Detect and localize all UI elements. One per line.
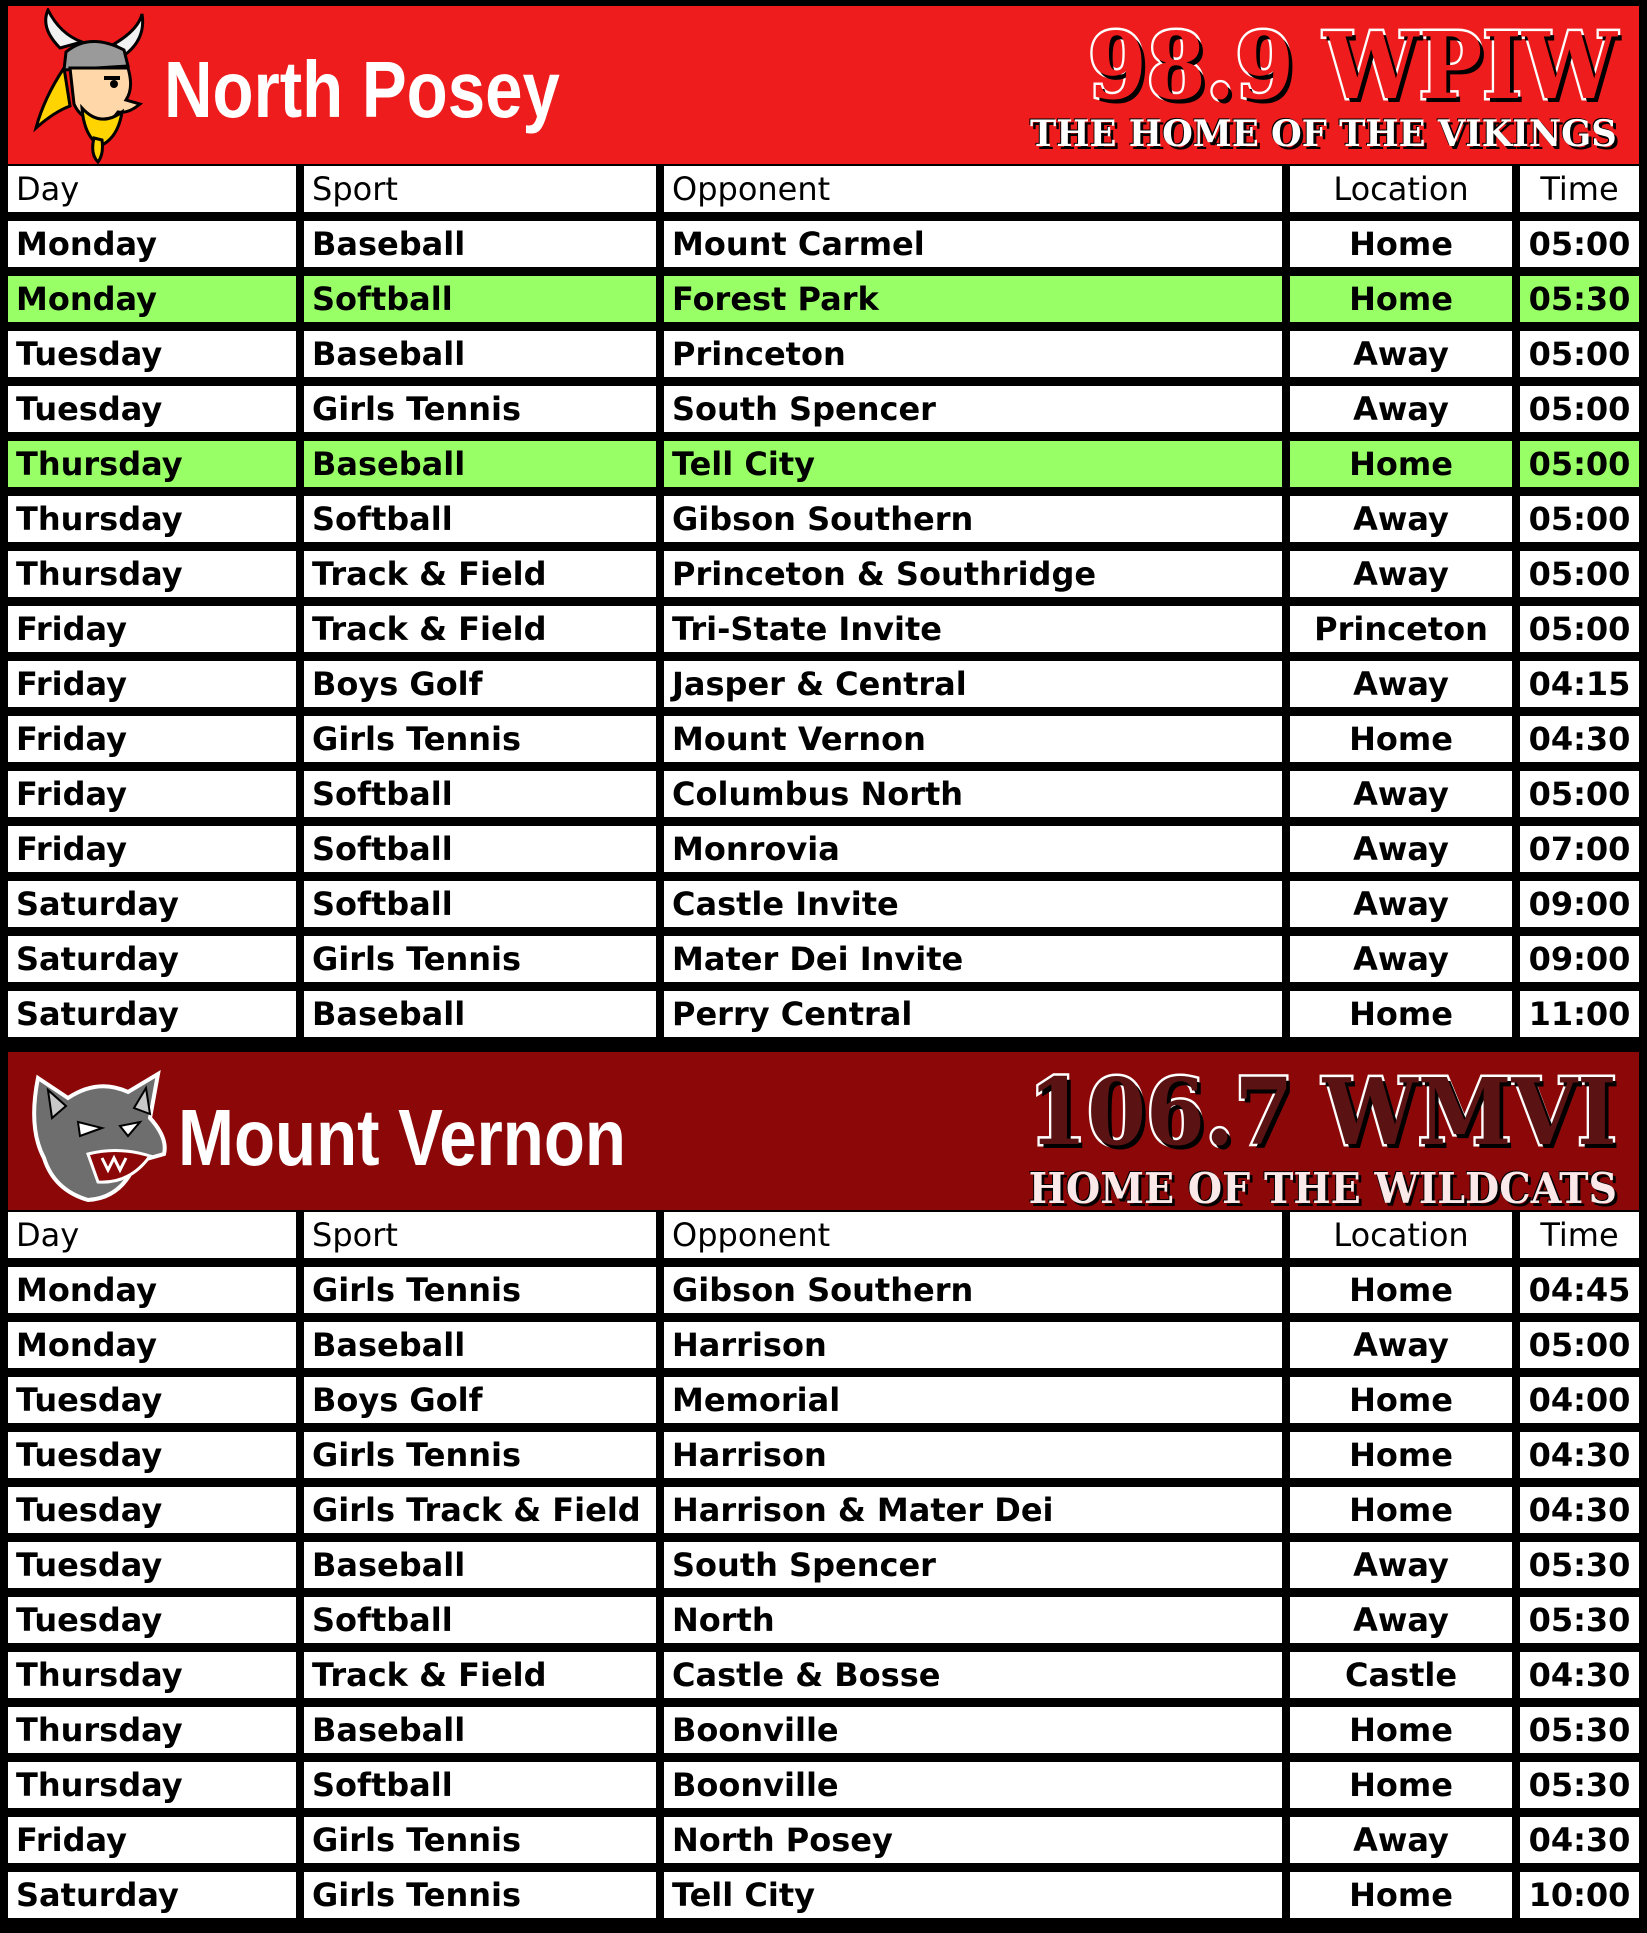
cell-day: Tuesday: [4, 1432, 304, 1487]
cell-location: Home: [1290, 1707, 1520, 1762]
cell-day: Friday: [4, 661, 304, 716]
cell-opponent: Tri-State Invite: [664, 606, 1290, 661]
header-sport: Sport: [304, 166, 664, 221]
cell-opponent: North: [664, 1597, 1290, 1652]
cell-day: Thursday: [4, 496, 304, 551]
cell-day: Friday: [4, 606, 304, 661]
table-row: [4, 1707, 1643, 1762]
cell-location: Away: [1290, 771, 1520, 826]
cell-opponent: Gibson Southern: [664, 496, 1290, 551]
cell-day: Thursday: [4, 441, 304, 496]
team-name: North Posey: [164, 45, 560, 134]
table-row: [4, 1322, 1643, 1377]
table-row: [4, 1817, 1643, 1872]
cell-time: 04:30: [1520, 1817, 1643, 1872]
header-day: Day: [4, 1212, 304, 1267]
cell-time: 05:00: [1520, 331, 1643, 386]
cell-location: Away: [1290, 496, 1520, 551]
cell-opponent: Gibson Southern: [664, 1267, 1290, 1322]
table-row: [4, 386, 1643, 441]
cell-time: 05:00: [1520, 606, 1643, 661]
north-posey-banner: [8, 6, 1639, 164]
cell-time: 04:00: [1520, 1377, 1643, 1432]
table-row: [4, 1872, 1643, 1927]
table-row: [4, 1652, 1643, 1707]
cell-day: Friday: [4, 771, 304, 826]
cell-opponent: Tell City: [664, 441, 1290, 496]
cell-day: Monday: [4, 1322, 304, 1377]
table-row: [4, 716, 1643, 771]
header-opponent: Opponent: [664, 1212, 1290, 1267]
cell-sport: Track & Field: [304, 1652, 664, 1707]
cell-day: Friday: [4, 1817, 304, 1872]
cell-time: 11:00: [1520, 991, 1643, 1046]
cell-opponent: Mater Dei Invite: [664, 936, 1290, 991]
cell-sport: Softball: [304, 276, 664, 331]
cell-time: 04:30: [1520, 1432, 1643, 1487]
cell-opponent: Castle & Bosse: [664, 1652, 1290, 1707]
cell-day: Tuesday: [4, 331, 304, 386]
table-row: [4, 771, 1643, 826]
cell-day: Tuesday: [4, 1597, 304, 1652]
cell-location: Home: [1290, 1267, 1520, 1322]
cell-day: Saturday: [4, 881, 304, 936]
cell-day: Tuesday: [4, 1487, 304, 1542]
cell-opponent: Harrison: [664, 1322, 1290, 1377]
cell-location: Home: [1290, 1487, 1520, 1542]
table-row: [4, 441, 1643, 496]
cell-time: 10:00: [1520, 1872, 1643, 1927]
cell-day: Friday: [4, 826, 304, 881]
cell-location: Castle: [1290, 1652, 1520, 1707]
cell-location: Princeton: [1290, 606, 1520, 661]
cell-opponent: Harrison & Mater Dei: [664, 1487, 1290, 1542]
cell-sport: Baseball: [304, 1707, 664, 1762]
header-sport: Sport: [304, 1212, 664, 1267]
cell-opponent: Memorial: [664, 1377, 1290, 1432]
cell-opponent: South Spencer: [664, 386, 1290, 441]
cell-day: Thursday: [4, 1707, 304, 1762]
cell-opponent: Princeton: [664, 331, 1290, 386]
cell-location: Away: [1290, 1597, 1520, 1652]
cell-sport: Track & Field: [304, 606, 664, 661]
cell-day: Saturday: [4, 936, 304, 991]
cell-time: 05:00: [1520, 221, 1643, 276]
cell-time: 05:30: [1520, 1597, 1643, 1652]
cell-location: Away: [1290, 881, 1520, 936]
cell-opponent: Harrison: [664, 1432, 1290, 1487]
cell-day: Monday: [4, 276, 304, 331]
cell-sport: Boys Golf: [304, 661, 664, 716]
cell-time: 05:00: [1520, 1322, 1643, 1377]
table-row: [4, 606, 1643, 661]
mount-vernon-schedule-table: [4, 1212, 1643, 1927]
cell-location: Away: [1290, 826, 1520, 881]
cell-sport: Girls Tennis: [304, 386, 664, 441]
cell-sport: Girls Tennis: [304, 1267, 664, 1322]
table-row: [4, 221, 1643, 276]
cell-sport: Baseball: [304, 221, 664, 276]
table-row: [4, 1377, 1643, 1432]
table-row: [4, 1597, 1643, 1652]
cell-day: Saturday: [4, 1872, 304, 1927]
header-time: Time: [1520, 1212, 1643, 1267]
cell-sport: Girls Tennis: [304, 1432, 664, 1487]
cell-opponent: Forest Park: [664, 276, 1290, 331]
cell-location: Away: [1290, 1817, 1520, 1872]
cell-sport: Girls Tennis: [304, 716, 664, 771]
cell-sport: Girls Tennis: [304, 1872, 664, 1927]
cell-opponent: Boonville: [664, 1707, 1290, 1762]
viking-head-icon: [30, 8, 160, 164]
cell-time: 05:30: [1520, 1542, 1643, 1597]
table-row: [4, 826, 1643, 881]
cell-time: 05:00: [1520, 386, 1643, 441]
table-row: [4, 1487, 1643, 1542]
table-row: [4, 276, 1643, 331]
table-row: [4, 1432, 1643, 1487]
cell-time: 04:30: [1520, 1487, 1643, 1542]
table-row: [4, 551, 1643, 606]
cell-day: Tuesday: [4, 386, 304, 441]
cell-day: Tuesday: [4, 1542, 304, 1597]
table-row: [4, 936, 1643, 991]
cell-day: Monday: [4, 221, 304, 276]
cell-time: 04:30: [1520, 1652, 1643, 1707]
cell-time: 05:00: [1520, 771, 1643, 826]
cell-location: Home: [1290, 1377, 1520, 1432]
cell-location: Home: [1290, 441, 1520, 496]
table-header-row: [4, 1212, 1643, 1267]
table-row: [4, 991, 1643, 1046]
cell-sport: Baseball: [304, 441, 664, 496]
cell-sport: Baseball: [304, 331, 664, 386]
cell-time: 04:15: [1520, 661, 1643, 716]
cell-time: 05:30: [1520, 1762, 1643, 1817]
cell-sport: Baseball: [304, 1542, 664, 1597]
cell-sport: Baseball: [304, 991, 664, 1046]
table-row: [4, 1267, 1643, 1322]
cell-location: Home: [1290, 1872, 1520, 1927]
station-tagline: THE HOME OF THE VIKINGS: [1030, 113, 1617, 155]
cell-opponent: Mount Vernon: [664, 716, 1290, 771]
cell-day: Monday: [4, 1267, 304, 1322]
cell-day: Thursday: [4, 551, 304, 606]
cell-opponent: Columbus North: [664, 771, 1290, 826]
cell-sport: Softball: [304, 826, 664, 881]
cell-time: 05:00: [1520, 441, 1643, 496]
mount-vernon-banner: [8, 1052, 1639, 1210]
cell-time: 09:00: [1520, 881, 1643, 936]
cell-sport: Girls Tennis: [304, 936, 664, 991]
cell-sport: Boys Golf: [304, 1377, 664, 1432]
cell-opponent: South Spencer: [664, 1542, 1290, 1597]
table-row: [4, 1762, 1643, 1817]
cell-opponent: Boonville: [664, 1762, 1290, 1817]
wildcat-head-icon: [18, 1058, 178, 1208]
cell-location: Away: [1290, 661, 1520, 716]
cell-sport: Softball: [304, 1597, 664, 1652]
cell-sport: Softball: [304, 1762, 664, 1817]
cell-location: Home: [1290, 221, 1520, 276]
cell-day: Thursday: [4, 1762, 304, 1817]
cell-day: Tuesday: [4, 1377, 304, 1432]
cell-location: Home: [1290, 276, 1520, 331]
cell-location: Away: [1290, 1542, 1520, 1597]
table-header-row: [4, 166, 1643, 221]
cell-sport: Girls Tennis: [304, 1817, 664, 1872]
cell-opponent: Jasper & Central: [664, 661, 1290, 716]
table-row: [4, 1542, 1643, 1597]
cell-sport: Girls Track & Field: [304, 1487, 664, 1542]
cell-sport: Track & Field: [304, 551, 664, 606]
table-row: [4, 881, 1643, 936]
cell-sport: Softball: [304, 496, 664, 551]
cell-time: 04:30: [1520, 716, 1643, 771]
cell-day: Thursday: [4, 1652, 304, 1707]
cell-time: 05:00: [1520, 551, 1643, 606]
cell-day: Friday: [4, 716, 304, 771]
header-time: Time: [1520, 166, 1643, 221]
cell-time: 09:00: [1520, 936, 1643, 991]
cell-opponent: Tell City: [664, 1872, 1290, 1927]
cell-location: Home: [1290, 1762, 1520, 1817]
header-day: Day: [4, 166, 304, 221]
table-row: [4, 496, 1643, 551]
cell-time: 05:00: [1520, 496, 1643, 551]
header-opponent: Opponent: [664, 166, 1290, 221]
cell-location: Away: [1290, 386, 1520, 441]
cell-location: Away: [1290, 1322, 1520, 1377]
cell-opponent: Castle Invite: [664, 881, 1290, 936]
cell-time: 05:30: [1520, 276, 1643, 331]
cell-sport: Baseball: [304, 1322, 664, 1377]
cell-time: 05:30: [1520, 1707, 1643, 1762]
cell-time: 07:00: [1520, 826, 1643, 881]
cell-location: Home: [1290, 1432, 1520, 1487]
cell-opponent: Mount Carmel: [664, 221, 1290, 276]
cell-opponent: Perry Central: [664, 991, 1290, 1046]
cell-location: Away: [1290, 551, 1520, 606]
header-location: Location: [1290, 166, 1520, 221]
cell-location: Away: [1290, 936, 1520, 991]
team-name: Mount Vernon: [178, 1093, 626, 1182]
cell-opponent: Monrovia: [664, 826, 1290, 881]
station-name: 106.7 WMVI: [1028, 1058, 1617, 1166]
cell-opponent: North Posey: [664, 1817, 1290, 1872]
cell-opponent: Princeton & Southridge: [664, 551, 1290, 606]
cell-time: 04:45: [1520, 1267, 1643, 1322]
cell-location: Away: [1290, 331, 1520, 386]
header-location: Location: [1290, 1212, 1520, 1267]
cell-location: Home: [1290, 716, 1520, 771]
cell-location: Home: [1290, 991, 1520, 1046]
cell-sport: Softball: [304, 771, 664, 826]
cell-day: Saturday: [4, 991, 304, 1046]
station-tagline: HOME OF THE WILDCATS: [1028, 1164, 1617, 1210]
north-posey-schedule-table: [4, 166, 1643, 1046]
cell-sport: Softball: [304, 881, 664, 936]
table-row: [4, 661, 1643, 716]
table-row: [4, 331, 1643, 386]
station-name: 98.9 WPIW: [1088, 12, 1617, 120]
